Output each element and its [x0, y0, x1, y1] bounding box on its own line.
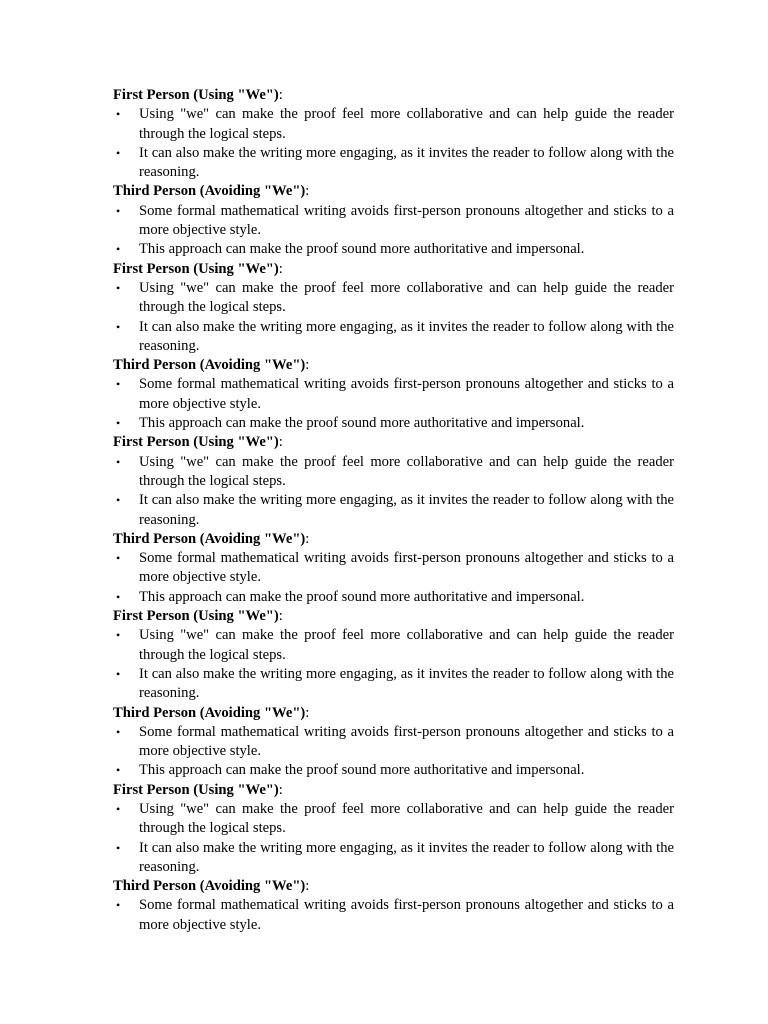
bullet-icon: •	[116, 628, 121, 643]
bullet-list	[113, 453, 674, 530]
bullet-icon: •	[116, 145, 121, 160]
section-heading	[113, 433, 674, 452]
bullet-list	[113, 723, 674, 781]
list-item	[113, 800, 674, 839]
bullet-icon: •	[116, 416, 121, 431]
section-heading-colon: :	[278, 608, 283, 625]
section-heading-text: First Person (Using "We")	[113, 434, 279, 451]
section-heading	[113, 877, 674, 896]
list-item-text: Some formal mathematical writing avoids first-person pronouns altogether and sticks to a more objective style.	[139, 202, 674, 239]
list-item-text: Some formal mathematical writing avoids first-person pronouns altogether and sticks to a more objective style.	[139, 376, 674, 412]
section	[113, 433, 674, 529]
section-heading-text: First Person (Using "We")	[113, 260, 279, 277]
bullet-list	[113, 202, 674, 260]
list-item-text: This approach can make the proof sound more authoritative and impersonal.	[139, 241, 585, 258]
section-heading-colon: :	[305, 878, 310, 895]
bullet-icon: •	[116, 280, 121, 295]
list-item	[113, 588, 674, 607]
bullet-icon: •	[116, 840, 121, 855]
list-item	[113, 144, 674, 183]
section	[113, 182, 674, 259]
bullet-icon: •	[116, 454, 121, 469]
section	[113, 530, 674, 607]
section-heading-text: First Person (Using "We")	[113, 781, 279, 798]
bullet-list	[113, 896, 674, 935]
list-item-text: It can also make the writing more engaging, as it invites the reader to follow along with the reasoning.	[139, 492, 674, 528]
list-item	[113, 279, 674, 318]
bullet-icon: •	[116, 898, 121, 913]
section-heading	[113, 182, 674, 201]
list-item	[113, 839, 674, 878]
list-item	[113, 896, 674, 935]
section-heading	[113, 607, 674, 626]
bullet-list	[113, 549, 674, 607]
section-heading-text: Third Person (Avoiding "We")	[113, 530, 306, 547]
section-heading-text: Third Person (Avoiding "We")	[113, 357, 306, 374]
list-item	[113, 202, 674, 241]
list-item-text: This approach can make the proof sound more authoritative and impersonal.	[139, 762, 585, 779]
list-item-text: Using "we" can make the proof feel more collaborative and can help guide the reader through the logical steps.	[139, 627, 674, 663]
section-heading-colon: :	[278, 260, 283, 277]
list-item	[113, 626, 674, 665]
section	[113, 356, 674, 433]
list-item-text: Using "we" can make the proof feel more collaborative and can help guide the reader through the logical steps.	[139, 279, 674, 316]
section-heading-colon: :	[278, 781, 283, 798]
section-heading-colon: :	[305, 530, 310, 547]
bullet-icon: •	[116, 724, 121, 739]
bullet-icon: •	[116, 319, 121, 334]
list-item-text: It can also make the writing more engaging, as it invites the reader to follow along with the reasoning.	[139, 665, 674, 702]
list-item	[113, 414, 674, 433]
bullet-icon: •	[116, 551, 121, 566]
bullet-icon: •	[116, 589, 121, 604]
section-heading	[113, 704, 674, 723]
list-item	[113, 549, 674, 588]
section	[113, 86, 674, 182]
bullet-icon: •	[116, 107, 121, 122]
section-heading-text: First Person (Using "We")	[113, 608, 279, 625]
list-item-text: Using "we" can make the proof feel more collaborative and can help guide the reader through the logical steps.	[139, 106, 674, 142]
list-item	[113, 761, 674, 780]
bullet-list	[113, 279, 674, 356]
list-item-text: Some formal mathematical writing avoids first-person pronouns altogether and sticks to a more objective style.	[139, 550, 674, 586]
bullet-list	[113, 375, 674, 433]
bullet-icon: •	[116, 203, 121, 218]
list-item-text: Some formal mathematical writing avoids first-person pronouns altogether and sticks to a more objective style.	[139, 897, 674, 933]
bullet-icon: •	[116, 666, 121, 681]
list-item-text: It can also make the writing more engaging, as it invites the reader to follow along with the reasoning.	[139, 318, 674, 354]
section-heading-text: Third Person (Avoiding "We")	[113, 878, 306, 895]
list-item-text: Some formal mathematical writing avoids first-person pronouns altogether and sticks to a more objective style.	[139, 723, 674, 760]
list-item	[113, 665, 674, 704]
section	[113, 260, 674, 356]
list-item-text: Using "we" can make the proof feel more collaborative and can help guide the reader through the logical steps.	[139, 800, 674, 837]
section-heading	[113, 356, 674, 375]
list-item-text: Using "we" can make the proof feel more collaborative and can help guide the reader through the logical steps.	[139, 453, 674, 489]
section	[113, 704, 674, 781]
section	[113, 607, 674, 703]
bullet-icon: •	[116, 763, 121, 778]
bullet-icon: •	[116, 493, 121, 508]
list-item	[113, 375, 674, 414]
section-heading	[113, 530, 674, 549]
document-page	[113, 86, 674, 935]
list-item	[113, 318, 674, 357]
list-item	[113, 453, 674, 492]
section-heading	[113, 86, 674, 105]
section-heading-text: First Person (Using "We")	[113, 87, 279, 103]
list-item-text: It can also make the writing more engaging, as it invites the reader to follow along with the reasoning.	[139, 144, 674, 181]
section-heading	[113, 781, 674, 800]
document-body	[113, 86, 674, 935]
bullet-icon: •	[116, 242, 121, 257]
list-item	[113, 240, 674, 259]
bullet-list	[113, 105, 674, 182]
section-heading-colon: :	[278, 87, 283, 103]
bullet-icon: •	[116, 801, 121, 816]
list-item-text: It can also make the writing more engaging, as it invites the reader to follow along with the reasoning.	[139, 839, 674, 875]
section-heading-text: Third Person (Avoiding "We")	[113, 704, 306, 721]
list-item	[113, 491, 674, 530]
section	[113, 877, 674, 935]
list-item	[113, 105, 674, 144]
list-item-text: This approach can make the proof sound more authoritative and impersonal.	[139, 415, 585, 432]
section-heading-colon: :	[278, 434, 283, 451]
bullet-list	[113, 800, 674, 877]
section-heading-colon: :	[305, 704, 310, 721]
section	[113, 781, 674, 877]
list-item	[113, 723, 674, 762]
section-heading	[113, 260, 674, 279]
list-item-text: This approach can make the proof sound more authoritative and impersonal.	[139, 588, 585, 605]
section-heading-colon: :	[305, 183, 310, 200]
bullet-list	[113, 626, 674, 703]
section-heading-text: Third Person (Avoiding "We")	[113, 183, 306, 200]
bullet-icon: •	[116, 377, 121, 392]
section-heading-colon: :	[305, 357, 310, 374]
